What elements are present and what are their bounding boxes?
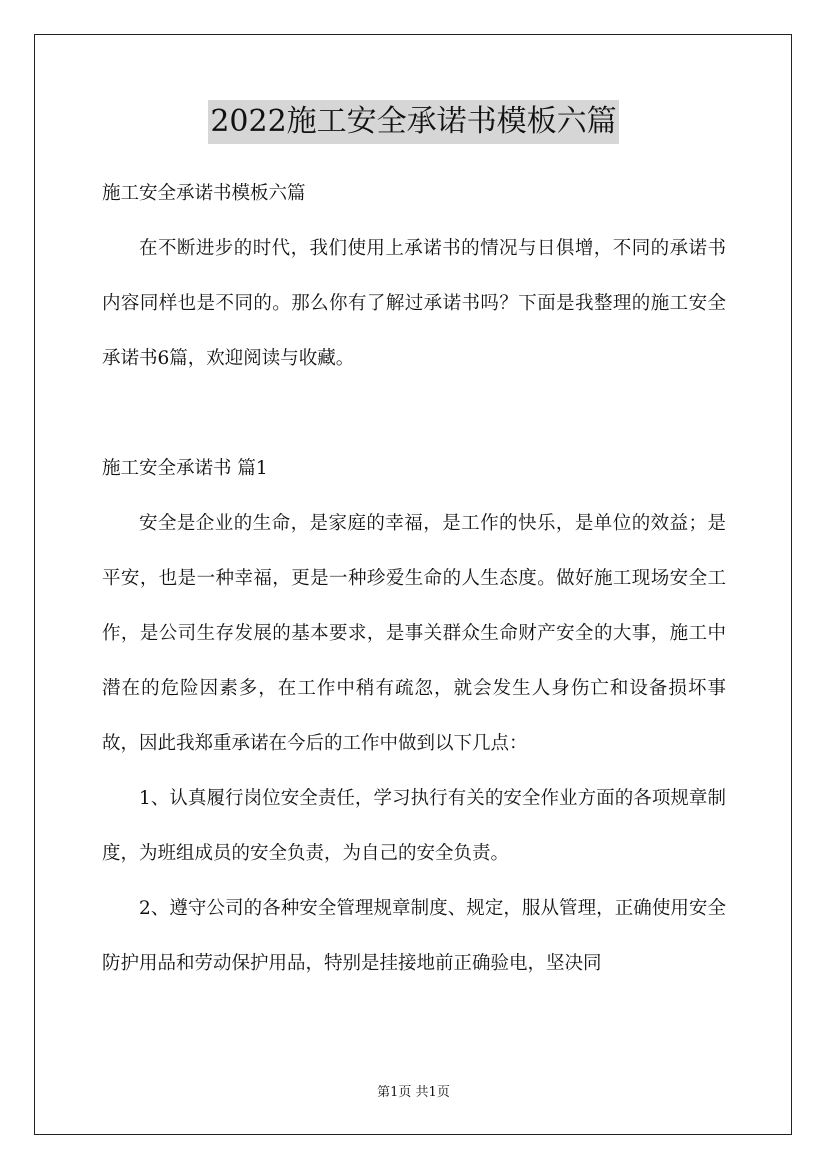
document-title (0, 100, 827, 146)
page-footer (0, 1081, 827, 1100)
body-paragraph: 1、认真履行岗位安全责任，学习执行有关的安全作业方面的各项规章制度，为班组成员的安全负责，为自己的安全负责。 (102, 788, 726, 864)
document-body (102, 166, 726, 991)
blank-line (102, 386, 726, 441)
intro-paragraph: 在不断进步的时代，我们使用上承诺书的情况与日俱增，不同的承诺书内容同样也是不同的。那么你有了解过承诺书吗？下面是我整理的施工安全承诺书6篇，欢迎阅读与收藏。 (102, 238, 726, 369)
body-paragraph: 2、遵守公司的各种安全管理规章制度、规定，服从管理，正确使用安全防护用品和劳动保护用品，特别是挂接地前正确验电，坚决同 (102, 898, 726, 974)
body-paragraph: 安全是企业的生命，是家庭的幸福，是工作的快乐，是单位的效益；是平安，也是一种幸福，更是一种珍爱生命的人生态度。做好施工现场安全工作，是公司生存发展的基本要求，是事关群众生命财产安全的大事，施工中潜在的危险因素多，在工作中稍有疏忽，就会发生人身伤亡和设备损坏事故，因此我郑重承诺在今后的工作中做到以下几点： (102, 513, 726, 754)
document-title-text: 2022施工安全承诺书模板六篇 (208, 100, 618, 144)
document-subtitle: 施工安全承诺书模板六篇 (102, 183, 306, 204)
page-number: 第1页 共1页 (377, 1085, 450, 1100)
section-heading: 施工安全承诺书 篇1 (102, 458, 268, 479)
